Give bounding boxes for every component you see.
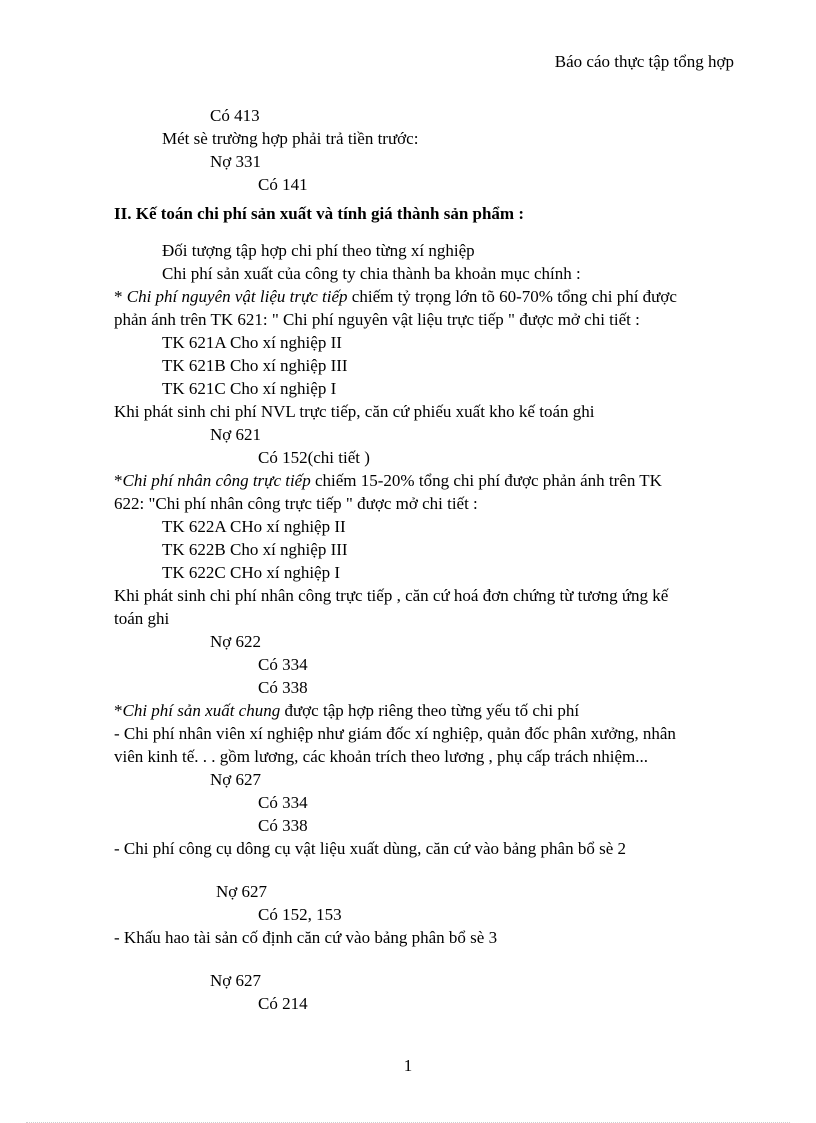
text-line: 622: "Chi phí nhân công trực tiếp " được mở chi tiết : xyxy=(114,494,478,513)
italic-term: Chi phí nhân công trực tiếp xyxy=(122,471,311,490)
text-line: Nợ 627 xyxy=(210,770,262,789)
text-line: Khi phát sinh chi phí NVL trực tiếp, căn cứ phiếu xuất kho kế toán ghi xyxy=(114,402,595,421)
text-line: Đối tượng tập hợp chi phí theo từng xí nghiệp xyxy=(162,241,475,260)
section-heading: II. Kế toán chi phí sản xuất và tính giá thành sản phẩm : xyxy=(114,204,525,223)
text-line xyxy=(114,469,742,492)
text-line: Có 214 xyxy=(258,994,308,1013)
text-span: chiếm tỷ trọng lớn tõ 60-70% tổng chi phí được xyxy=(347,287,677,306)
text-line: Nợ 331 xyxy=(210,152,262,171)
text-line: Khi phát sinh chi phí nhân công trực tiếp , căn cứ hoá đơn chứng từ tương ứng kế xyxy=(114,586,669,605)
text-line xyxy=(114,285,742,308)
text-span: được tập hợp riêng theo từng yếu tố chi phí xyxy=(280,701,580,720)
text-line: TK 622C CHo xí nghiệp I xyxy=(162,563,341,582)
text-line: Có 334 xyxy=(258,793,308,812)
text-line: - Chi phí công cụ dông cụ vật liệu xuất dùng, căn cứ vào bảng phân bổ sè 2 xyxy=(114,839,627,858)
document-body xyxy=(114,104,742,1015)
text-line: TK 621C Cho xí nghiệp I xyxy=(162,379,337,398)
text-line: - Chi phí nhân viên xí nghiệp như giám đốc xí nghiệp, quản đốc phân xưởng, nhân xyxy=(114,724,676,743)
text-line: Nợ 621 xyxy=(210,425,262,444)
text-line: TK 621A Cho xí nghiệp II xyxy=(162,333,342,352)
text-line: Chi phí sản xuất của công ty chia thành ba khoản mục chính : xyxy=(162,264,581,283)
text-span: chiếm 15-20% tổng chi phí được phản ánh trên TK xyxy=(310,471,662,490)
text-line: Có 141 xyxy=(258,175,308,194)
text-line: Có 338 xyxy=(258,678,308,697)
text-line: - Khấu hao tài sản cố định căn cứ vào bảng phân bổ sè 3 xyxy=(114,928,498,947)
page-number: 1 xyxy=(403,1056,413,1075)
text-line: Nợ 622 xyxy=(210,632,262,651)
text-span: * xyxy=(114,287,127,306)
page-header: Báo cáo thực tập tổng hợp xyxy=(554,52,734,71)
text-line: Có 152, 153 xyxy=(258,905,342,924)
text-line: Nợ 627 xyxy=(210,971,262,990)
text-line xyxy=(114,699,742,722)
text-line: TK 621B Cho xí nghiệp III xyxy=(162,356,348,375)
text-line: Mét sè trường hợp phải trả tiền trước: xyxy=(162,129,419,148)
text-line: Có 152(chi tiết ) xyxy=(258,448,370,467)
text-span: * xyxy=(114,701,123,720)
text-line: phản ánh trên TK 621: " Chi phí nguyên vật liệu trực tiếp " được mở chi tiết : xyxy=(114,310,640,329)
text-line: TK 622A CHo xí nghiệp II xyxy=(162,517,346,536)
text-line: TK 622B Cho xí nghiệp III xyxy=(162,540,348,559)
text-line: Có 413 xyxy=(210,106,260,125)
text-line: Có 338 xyxy=(258,816,308,835)
text-line: Có 334 xyxy=(258,655,308,674)
italic-term: Chi phí nguyên vật liệu trực tiếp xyxy=(126,287,348,306)
italic-term: Chi phí sản xuất chung xyxy=(122,701,281,720)
text-line: Nợ 627 xyxy=(216,882,268,901)
text-line: toán ghi xyxy=(114,609,170,628)
text-span: * xyxy=(114,471,123,490)
text-line: viên kinh tế. . . gồm lương, các khoản trích theo lương , phụ cấp trách nhiệm... xyxy=(114,747,648,766)
